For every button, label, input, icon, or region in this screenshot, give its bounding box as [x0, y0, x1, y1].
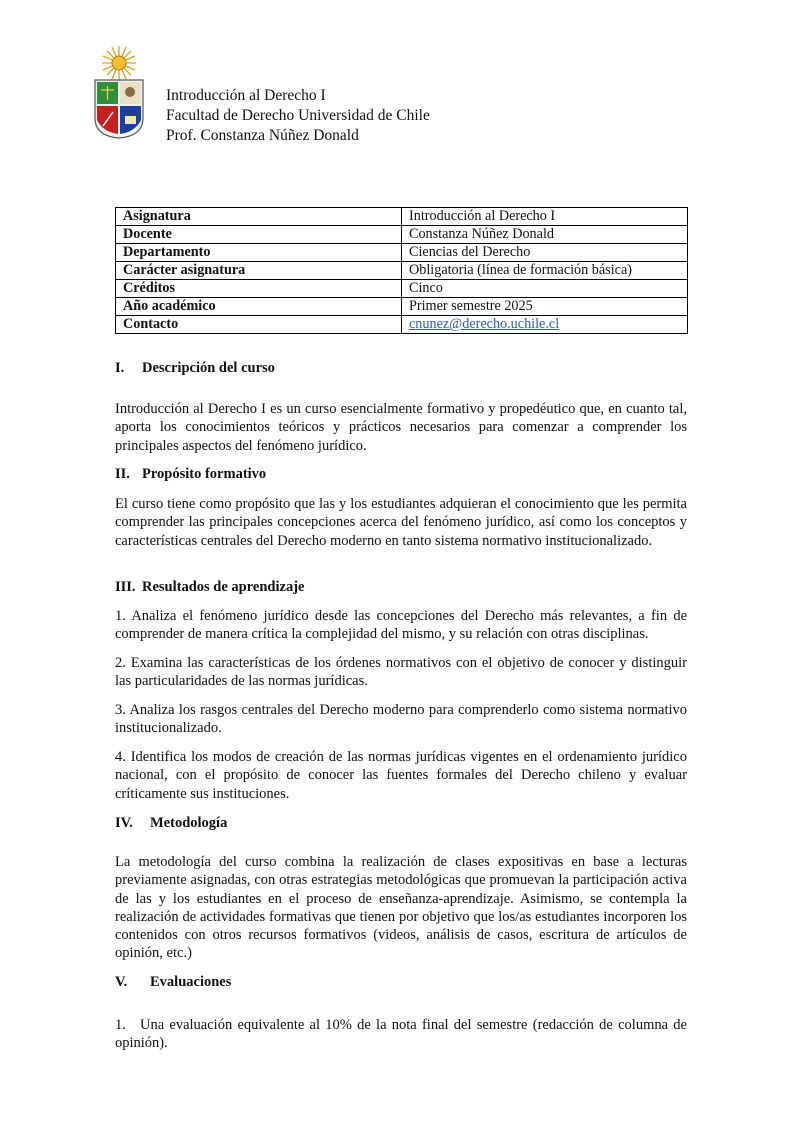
item-text: Analiza el fenómeno jurídico desde las concepciones del Derecho más relevantes, a fin de comprender de manera crítica la complejidad del mismo, y su relación con otras disciplinas. [115, 608, 688, 643]
item-number: 1. [115, 608, 126, 624]
table-row [116, 208, 688, 226]
section-number: IV. [115, 815, 133, 831]
list-item [115, 1016, 687, 1053]
faculty-name: Facultad de Derecho Universidad de Chile [166, 107, 430, 124]
table-row [116, 280, 688, 298]
table-key: Año académico [116, 298, 402, 316]
section-title: Evaluaciones [150, 974, 232, 990]
table-key: Carácter asignatura [116, 262, 402, 280]
section-heading-evaluations [115, 973, 231, 991]
section-number: II. [115, 466, 130, 482]
list-item [115, 607, 687, 644]
table-key: Docente [116, 226, 402, 244]
table-key: Asignatura [116, 208, 402, 226]
shield-icon [95, 80, 143, 138]
section-heading-purpose [115, 465, 266, 483]
list-item [115, 701, 687, 738]
university-logo [91, 44, 147, 140]
table-row [116, 226, 688, 244]
section-heading-methodology [115, 814, 227, 832]
section-paragraph: Introducción al Derecho I es un curso esencialmente formativo y propedéutico que, en cuanto tal, aporta los conocimientos teóricos y prácticos necesarios para comenzar a comprender los principales aspectos del fenómeno jurídico. [115, 401, 687, 454]
table-key: Departamento [116, 244, 402, 262]
table-value: Ciencias del Derecho [402, 244, 688, 262]
list-item [115, 748, 687, 803]
section-paragraph: El curso tiene como propósito que las y los estudiantes adquieran el conocimiento que les permita comprender las principales concepciones acerca del fenómeno jurídico, así como los conceptos y características centrales del Derecho moderno en tanto sistema normativo institucionalizado. [115, 496, 687, 549]
section-title: Metodología [150, 815, 228, 831]
section-number: III. [115, 579, 136, 595]
item-text: Identifica los modos de creación de las normas jurídicas vigentes en el ordenamiento jurídico nacional, con el propósito de conocer las fuentes formales del Derecho chileno y evaluar críticamente sus instituciones. [115, 749, 687, 802]
item-number: 2. [115, 655, 126, 671]
table-value: Obligatoria (línea de formación básica) [402, 262, 688, 280]
contact-email-link[interactable]: cnunez@derecho.uchile.cl [409, 316, 560, 332]
table-value: Cinco [402, 280, 688, 298]
document-header [166, 86, 430, 146]
table-key: Créditos [116, 280, 402, 298]
table-value: Constanza Núñez Donald [402, 226, 688, 244]
section-paragraph: La metodología del curso combina la realización de clases expositivas en base a lecturas previamente asignadas, con otras estrategias metodológicas que promuevan la participación activa de las y los estudiantes en el proceso de enseñanza-aprendizaje. Asimismo, se contempla la realización de actividades formativas que tienen por objetivo que los/as estudiantes incorporen los contenidos con otros recursos formativos (videos, análisis de casos, escritura de artículos de opinión, etc.) [115, 854, 687, 962]
section-number: I. [115, 360, 125, 376]
item-number: 3. [115, 702, 126, 718]
item-text: Analiza los rasgos centrales del Derecho moderno para comprenderlo como sistema normativo institucionalizado. [115, 702, 687, 737]
course-info-table [115, 207, 688, 334]
item-text: Una evaluación equivalente al 10% de la nota final del semestre (redacción de columna de opinión). [115, 1017, 687, 1052]
table-value: Introducción al Derecho I [402, 208, 688, 226]
section-title: Descripción del curso [142, 360, 275, 376]
section-number: V. [115, 974, 128, 990]
item-text: Examina las características de los órdenes normativos con el objetivo de conocer y distinguir las particularidades de las normas jurídicas. [115, 655, 687, 690]
section-title: Resultados de aprendizaje [142, 579, 305, 595]
table-row [116, 316, 688, 334]
professor-name: Prof. Constanza Núñez Donald [166, 127, 359, 144]
table-row [116, 298, 688, 316]
section-title: Propósito formativo [142, 466, 267, 482]
item-number: 4. [115, 749, 126, 765]
list-item [115, 654, 687, 691]
course-name: Introducción al Derecho I [166, 87, 326, 104]
table-row [116, 262, 688, 280]
table-key: Contacto [116, 316, 402, 334]
table-value: Primer semestre 2025 [402, 298, 688, 316]
table-row [116, 244, 688, 262]
table-value [402, 316, 688, 334]
item-number: 1. [115, 1017, 126, 1033]
section-heading-description [115, 359, 275, 377]
section-heading-learning-outcomes [115, 578, 304, 596]
